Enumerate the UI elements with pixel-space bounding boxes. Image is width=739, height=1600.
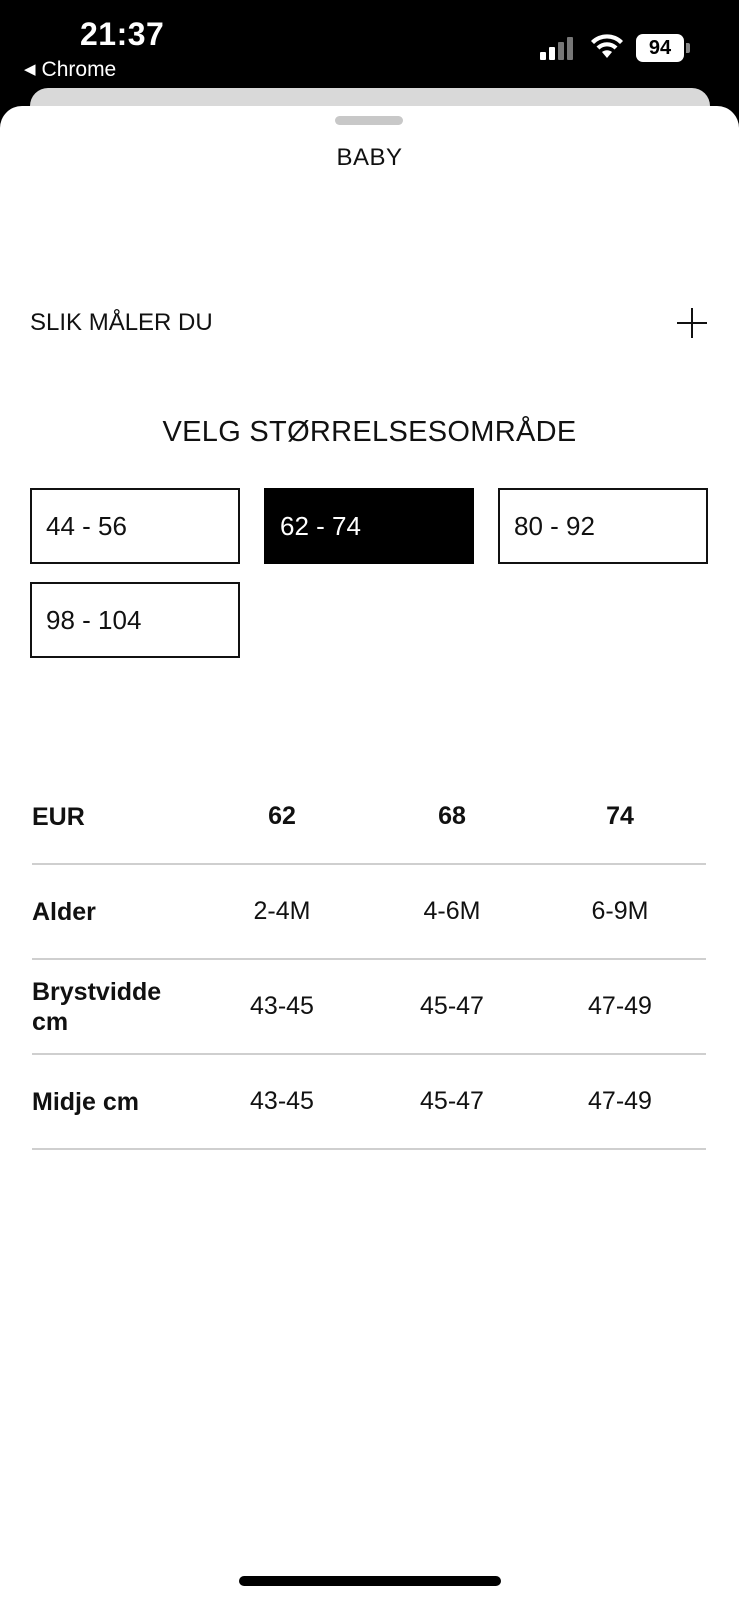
row-label: Midje cm <box>32 1087 139 1116</box>
table-header-row <box>32 770 706 865</box>
sheet-grabber-handle[interactable] <box>335 116 403 125</box>
table-row <box>32 865 706 960</box>
wifi-icon <box>590 34 624 60</box>
table-cell: 43-45 <box>250 992 314 1020</box>
table-cell: 2-4M <box>253 897 311 925</box>
cellular-signal-icon <box>540 36 578 60</box>
table-cell: 6-9M <box>591 897 649 925</box>
table-header-cell: EUR <box>32 802 85 831</box>
table-cell: 43-45 <box>250 1087 314 1115</box>
back-to-app-link[interactable] <box>24 58 116 82</box>
table-cell: 47-49 <box>588 1087 652 1115</box>
row-label: Brystvidde cm <box>32 977 162 1036</box>
how-to-measure-toggle[interactable] <box>30 298 710 348</box>
range-button-62-74[interactable]: 62 - 74 <box>264 488 474 564</box>
table-cell: 45-47 <box>420 1087 484 1115</box>
status-bar <box>0 0 739 100</box>
range-button-80-92[interactable]: 80 - 92 <box>498 488 708 564</box>
plus-icon[interactable] <box>675 306 709 340</box>
home-indicator[interactable] <box>239 1576 501 1586</box>
range-section-title: VELG STØRRELSESOMRÅDE <box>162 416 577 448</box>
sheet-title: BABY <box>336 144 403 171</box>
status-time: 21:37 <box>80 16 165 52</box>
table-cell: 47-49 <box>588 992 652 1020</box>
range-button-44-56[interactable]: 44 - 56 <box>30 488 240 564</box>
back-triangle-icon: ◀ <box>24 61 36 78</box>
battery-icon: 94 <box>636 34 684 62</box>
table-header-cell: 68 <box>438 802 466 830</box>
table-cell: 4-6M <box>423 897 481 925</box>
battery-cap <box>686 43 690 53</box>
row-label: Alder <box>32 897 96 926</box>
table-header-cell: 74 <box>606 802 634 830</box>
size-table <box>32 770 706 1150</box>
table-row <box>32 960 706 1055</box>
table-cell: 45-47 <box>420 992 484 1020</box>
table-row <box>32 1055 706 1150</box>
how-to-measure-label: SLIK MÅLER DU <box>30 309 213 336</box>
table-header-cell: 62 <box>268 802 296 830</box>
back-app-label: Chrome <box>41 58 117 81</box>
range-button-98-104[interactable]: 98 - 104 <box>30 582 240 658</box>
